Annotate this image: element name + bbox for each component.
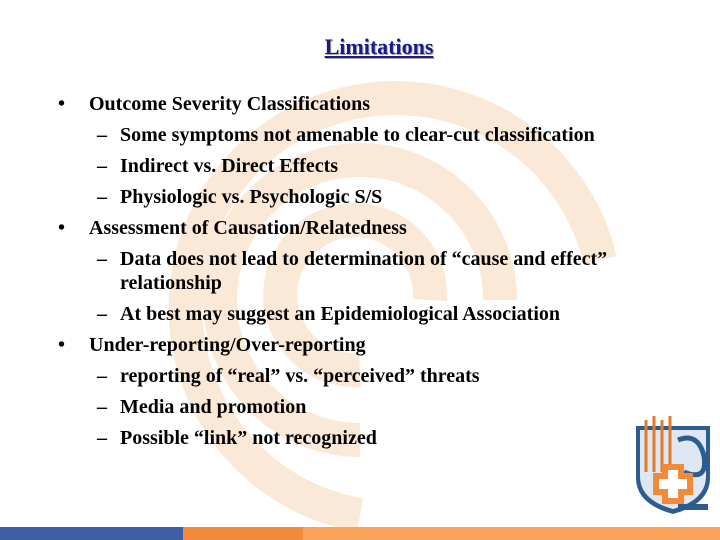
bullet-mark: • bbox=[58, 334, 66, 356]
sub-bullet-text: reporting of “real” vs. “perceived” threats bbox=[120, 365, 480, 387]
sub-bullet-text: Media and promotion bbox=[120, 396, 307, 418]
bar-segment-orange bbox=[183, 527, 303, 540]
bullet-item bbox=[0, 216, 649, 240]
sub-bullet-text: Possible “link” not recognized bbox=[120, 427, 377, 449]
bar-segment-light-orange bbox=[303, 527, 720, 540]
bullet-item bbox=[0, 333, 649, 357]
sub-bullet-mark: – bbox=[97, 186, 107, 208]
sub-bullet-item bbox=[0, 185, 660, 209]
sub-bullet-mark: – bbox=[97, 303, 107, 325]
sub-bullet-item bbox=[0, 364, 660, 388]
sub-bullet-item bbox=[0, 302, 660, 326]
sub-bullet-text: At best may suggest an Epidemiological Association bbox=[120, 303, 561, 325]
sub-bullet-item bbox=[0, 395, 660, 419]
sub-bullet-text: Indirect vs. Direct Effects bbox=[120, 155, 339, 177]
sub-bullet-mark: – bbox=[97, 396, 107, 418]
sub-bullet-item bbox=[0, 426, 660, 450]
bullet-text: Under-reporting/Over-reporting bbox=[89, 334, 366, 356]
sub-bullet-item bbox=[0, 154, 660, 178]
sub-bullet-item bbox=[0, 123, 660, 147]
health-emblem-icon bbox=[628, 412, 718, 516]
bullet-list bbox=[0, 92, 720, 450]
sub-bullet-text: Physiologic vs. Psychologic S/S bbox=[120, 186, 383, 208]
sub-bullet-mark: – bbox=[97, 155, 107, 177]
bottom-color-bar bbox=[0, 527, 720, 540]
bullet-mark: • bbox=[58, 217, 66, 239]
sub-bullet-mark: – bbox=[97, 248, 107, 270]
bullet-item bbox=[0, 92, 649, 116]
sub-bullet-text: Data does not lead to determination of “cause and effect” relationship bbox=[120, 248, 608, 294]
sub-bullet-mark: – bbox=[97, 427, 107, 449]
sub-bullet-text: Some symptoms not amenable to clear-cut classification bbox=[120, 124, 595, 146]
sub-bullet-item bbox=[0, 247, 660, 295]
bullet-text: Outcome Severity Classifications bbox=[89, 93, 371, 115]
sub-bullet-mark: – bbox=[97, 124, 107, 146]
slide-title: Limitations bbox=[324, 34, 434, 59]
bar-segment-blue bbox=[0, 527, 183, 540]
sub-bullet-mark: – bbox=[97, 365, 107, 387]
bullet-text: Assessment of Causation/Relatedness bbox=[89, 217, 407, 239]
bullet-mark: • bbox=[58, 93, 66, 115]
